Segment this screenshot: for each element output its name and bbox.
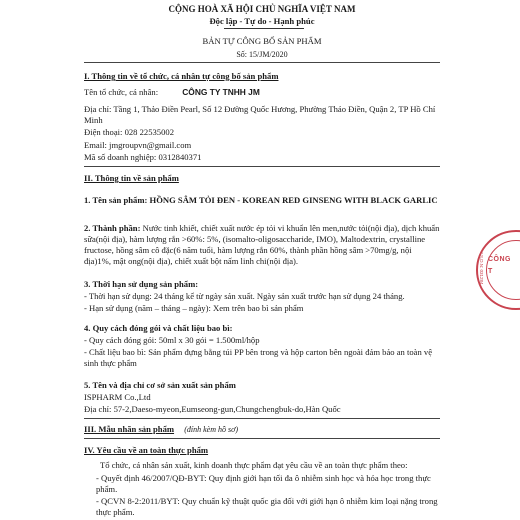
org-address: Địa chỉ: Tầng 1, Thảo Điền Pearl, Số 12 Đường Quốc Hương, Phường Thảo Điền, Quận 2, TP Hồ Chí Minh — [84, 104, 436, 125]
seal-text-1: CÔNG — [488, 256, 511, 263]
section-3-heading: III. Mẫu nhãn sản phẩm — [84, 424, 175, 434]
section-2-heading: II. Thông tin về sản phẩm — [84, 173, 179, 183]
national-motto: Độc lập - Tự do - Hạnh phúc — [209, 16, 315, 26]
section-3-note: (đính kèm hồ sơ) — [184, 425, 239, 434]
national-title: CỘNG HOÀ XÃ HỘI CHỦ NGHĨA VIỆT NAM — [168, 4, 356, 14]
packaging-label: 4. Quy cách đóng gói và chất liệu bao bì: — [84, 323, 233, 333]
document-page — [84, 0, 484, 520]
packaging-line-1: - Quy cách đóng gói: 50ml x 30 gói = 1.500ml/hộp — [84, 335, 260, 345]
manufacturer-name: ISPHARM Co.,Ltd — [84, 392, 151, 402]
safety-intro: Tổ chức, cá nhân sản xuất, kinh doanh thực phẩm đạt yêu cầu về an toàn thực phẩm theo: — [100, 460, 408, 470]
section-1-rule — [84, 166, 440, 167]
org-name: CÔNG TY TNHH JM — [182, 87, 260, 97]
org-label: Tên tổ chức, cá nhân: — [84, 87, 159, 97]
seal-tax-text: M.S.D.N: 031284 — [479, 250, 484, 285]
section-3-rule — [84, 438, 440, 439]
section-4-heading: IV. Yêu cầu về an toàn thực phẩm — [84, 445, 209, 455]
manufacturer-label: 5. Tên và địa chỉ cơ sở sản xuất sản phẩm — [84, 380, 236, 390]
org-row — [84, 87, 440, 98]
safety-item-2: - QCVN 8-2:2011/BYT: Quy chuẩn kỹ thuật quốc gia đối với giới hạn ô nhiễm kim loại nặng trong thực phẩm. — [96, 496, 438, 517]
section-2-rule — [84, 418, 440, 419]
ingredients-row — [84, 223, 440, 267]
document-number: Số: 15/JM/2020 — [236, 50, 288, 59]
org-tax-code: Mã số doanh nghiệp: 0312840371 — [84, 152, 202, 162]
motto-underline — [224, 28, 304, 29]
shelf-life-line-1: - Thời hạn sử dụng: 24 tháng kể từ ngày sản xuất. Ngày sản xuất trước hạn sử dụng 24 tháng. — [84, 291, 405, 301]
section-1-heading: I. Thông tin về tổ chức, cá nhân tự công bố sản phẩm — [84, 71, 279, 81]
manufacturer-address: Địa chỉ: 57-2,Daeso-myeon,Eumseong-gun,Chungchengbuk-do,Hàn Quốc — [84, 404, 341, 414]
shelf-life-label: 3. Thời hạn sử dụng sản phẩm: — [84, 279, 199, 289]
product-name: HỒNG SÂM TỎI ĐEN - KOREAN RED GINSENG WITH BLACK GARLIC — [149, 195, 438, 205]
top-rule — [84, 62, 440, 63]
org-phone: Điện thoại: 028 22535002 — [84, 127, 174, 137]
shelf-life-line-2: - Hạn sử dụng (năm – tháng – ngày): Xem trên bao bì sản phẩm — [84, 303, 304, 313]
section-3-row — [84, 424, 440, 435]
product-label: 1. Tên sản phẩm: — [84, 195, 148, 205]
safety-item-1: - Quyết định 46/2007/QĐ-BYT: Quy định giới hạn tối đa ô nhiễm sinh học và hóa học trong thực phẩm. — [96, 473, 431, 494]
product-name-row — [84, 195, 440, 206]
seal-text-2: T — [488, 268, 493, 275]
packaging-line-2: - Chất liệu bao bì: Sản phẩm đựng bằng túi PP bên trong và hộp carton bên ngoài đảm bảo an toàn vệ sinh thực phẩm — [84, 347, 433, 368]
document-title: BẢN TỰ CÔNG BỐ SẢN PHẨM — [202, 36, 322, 46]
ingredients-text: Nước tinh khiết, chiết xuất nước ép tỏi vi khuẩn lên men,nước tỏi(nội địa), dịch khuẩn sữa(nội địa), hàm lượng rắn >60%: 5%, (isomalto-oligosaccharide, IMO), Maltodextrin, crystalline fructose, hồng sâm cô đặc(6 năm tuổi, hàm lượng rắn 60%, thành phần hồng sâm >70mg/g, nội địa)1%, mật ong(nội địa), chiết xuất bột nấm linh chi(nội địa). — [84, 223, 440, 266]
ingredients-label: 2. Thành phần: — [84, 223, 141, 233]
org-email: Email: jmgroupvn@gmail.com — [84, 140, 192, 150]
